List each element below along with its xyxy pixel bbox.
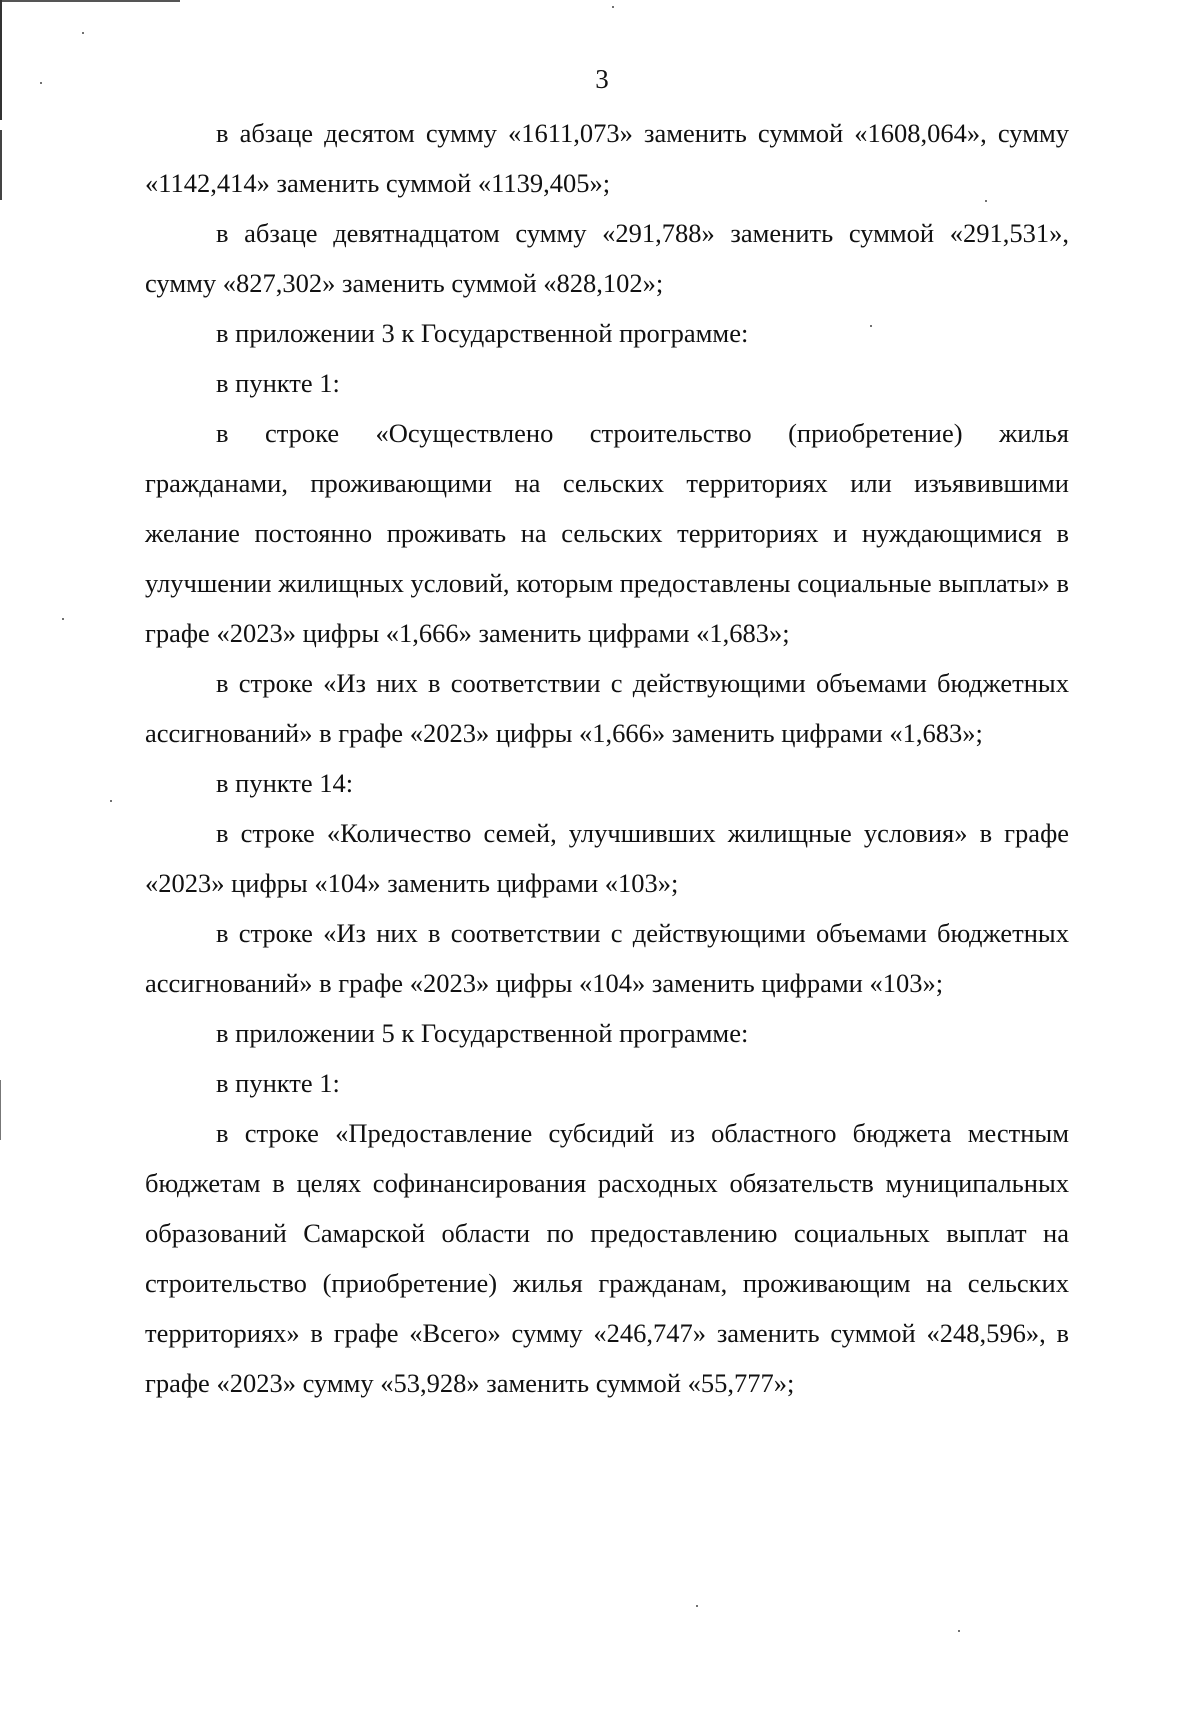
scan-speck: [62, 618, 64, 620]
scan-artifact-top: [0, 0, 180, 2]
scan-speck: [110, 800, 112, 802]
scan-speck: [40, 82, 42, 84]
paragraph: в абзаце девятнадцатом сумму «291,788» заменить суммой «291,531», сумму «827,302» заменить суммой «828,102»;: [145, 218, 1069, 298]
paragraph: в пункте 14:: [216, 768, 354, 798]
paragraph: в абзаце десятом сумму «1611,073» заменить суммой «1608,064», сумму «1142,414» заменить суммой «1139,405»;: [145, 118, 1069, 198]
paragraph: в строке «Количество семей, улучшивших жилищные условия» в графе «2023» цифры «104» заменить цифрами «103»;: [145, 818, 1069, 898]
paragraph: в пункте 1:: [216, 368, 340, 398]
paragraph: в строке «Предоставление субсидий из областного бюджета местным бюджетам в целях софинансирования расходных обязательств муниципальных образований Самарской области по предоставлению социальных выплат на строительство (приобретение) жилья гражданам, проживающим на сельских территориях» в графе «Всего» сумму «246,747» заменить суммой «248,596», в графе «2023» сумму «53,928» заменить суммой «55,777»;: [145, 1118, 1069, 1398]
scan-speck: [958, 1630, 960, 1632]
page-number: 3: [595, 64, 609, 94]
scan-artifact-left-edge: [0, 130, 2, 200]
paragraph: в приложении 5 к Государственной программе:: [216, 1018, 749, 1048]
paragraph: в строке «Из них в соответствии с действующими объемами бюджетных ассигнований» в графе «2023» цифры «1,666» заменить цифрами «1,683»;: [145, 668, 1069, 748]
document-body: [145, 108, 1069, 1408]
scan-speck: [82, 32, 84, 34]
scan-artifact-left-edge: [0, 0, 2, 120]
paragraph: в приложении 3 к Государственной программе:: [216, 318, 749, 348]
paragraph: в строке «Из них в соответствии с действующими объемами бюджетных ассигнований» в графе «2023» цифры «104» заменить цифрами «103»;: [145, 918, 1069, 998]
scan-artifact-left-edge: [0, 1080, 1, 1140]
scan-speck: [612, 6, 614, 8]
paragraph: в строке «Осуществлено строительство (приобретение) жилья гражданами, проживающими на сельских территориях или изъявившими желание постоянно проживать на сельских территориях и нуждающимися в улучшении жилищных условий, которым предоставлены социальные выплаты» в графе «2023» цифры «1,666» заменить цифрами «1,683»;: [145, 418, 1069, 648]
paragraph: в пункте 1:: [216, 1068, 340, 1098]
scan-speck: [696, 1605, 698, 1607]
